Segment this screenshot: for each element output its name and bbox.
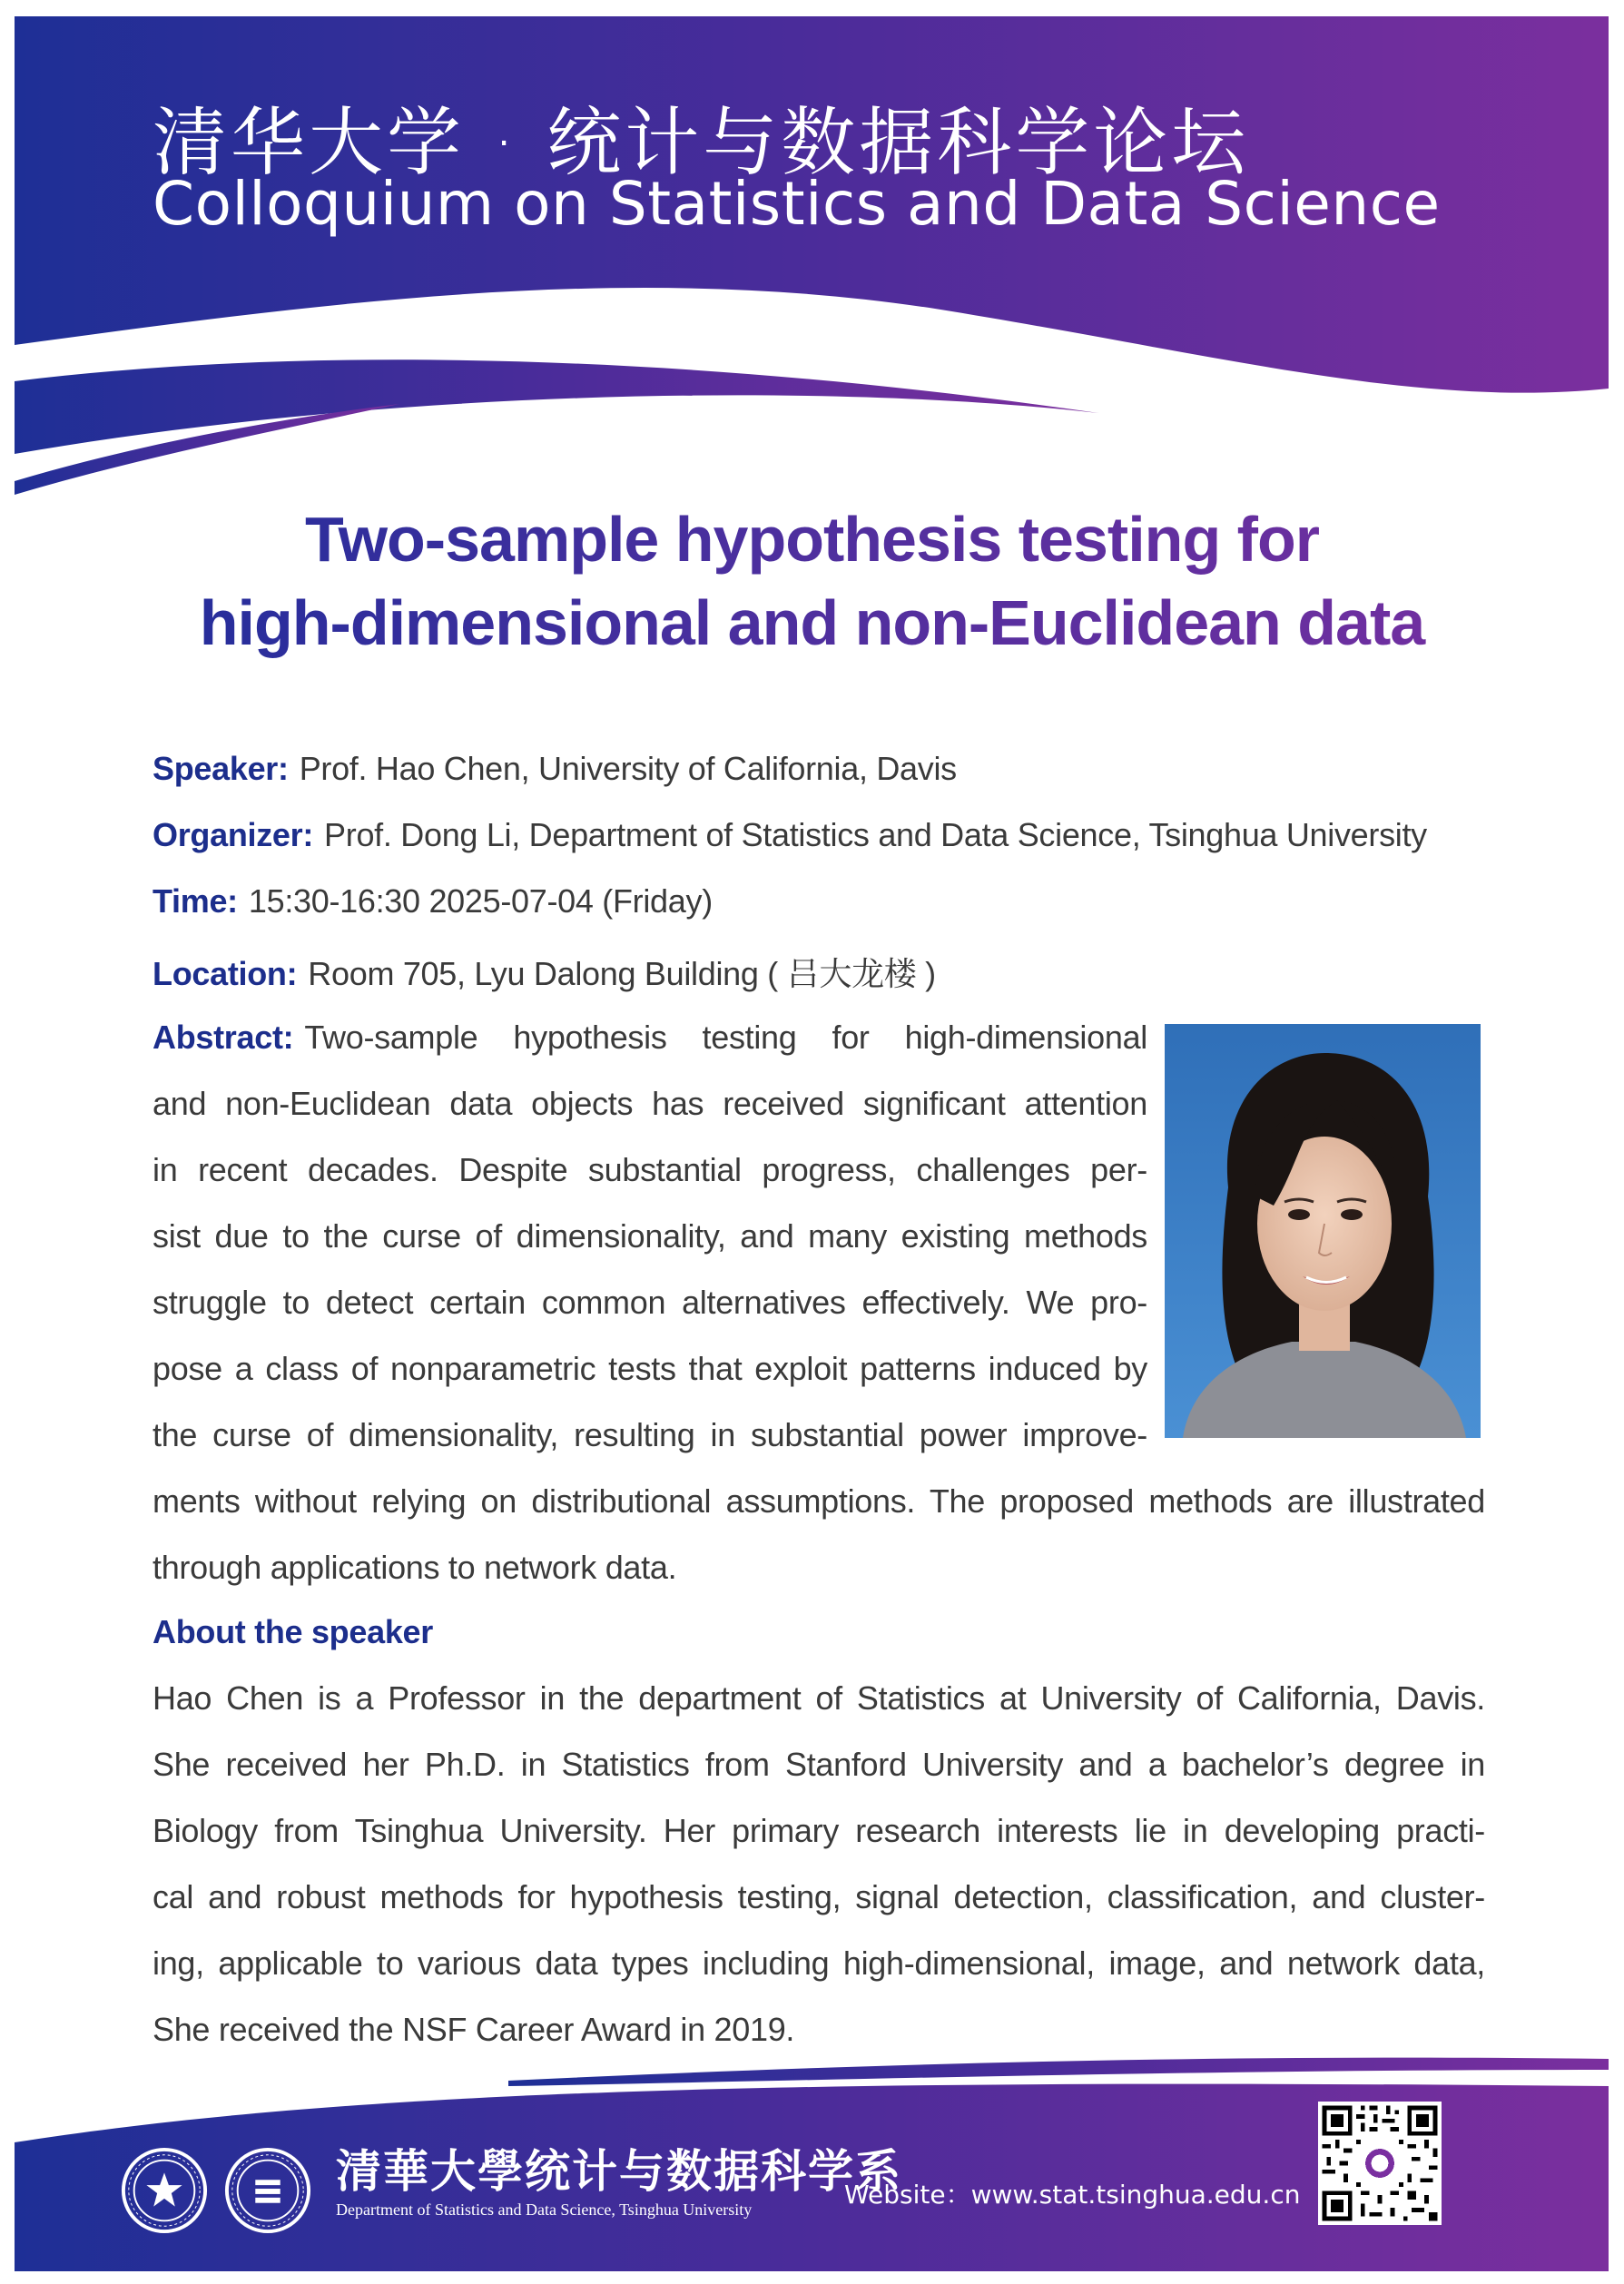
about-line: She received her Ph.D. in Statistics from Stanford University and a bachelor’s degree in [153,1746,1485,1783]
time-row [153,882,713,920]
abstract-line: the curse of dimensionality, resulting in substantial power improve- [153,1416,1147,1453]
talk-title-line-2: high-dimensional and non-Euclidean data [0,581,1624,665]
speaker-label: Speaker: [153,750,289,787]
about-line: Biology from Tsinghua University. Her primary research interests lie in developing practi- [153,1812,1485,1849]
speaker-value: Prof. Hao Chen, University of California, Davis [299,750,957,787]
department-name-chinese: 清華大學统计与数据科学系 [336,2144,902,2198]
qr-code-icon[interactable] [1318,2102,1442,2225]
speaker-photo [1165,1024,1481,1438]
colloquium-title-english: Colloquium on Statistics and Data Science [153,169,1441,239]
location-row [153,949,936,995]
about-line: cal and robust methods for hypothesis testing, signal detection, classification, and cluster- [153,1878,1485,1915]
about-speaker-text [153,1676,1485,2073]
time-label: Time: [153,882,238,920]
time-value: 15:30-16:30 2025-07-04 (Friday) [248,882,713,920]
header-banner [0,0,1624,508]
abstract-line: struggle to detect certain common alternatives effectively. We pro- [153,1284,1147,1321]
colloquium-title-chinese: 清华大学 · 统计与数据科学论坛 [153,100,1250,186]
speaker-row [153,750,957,788]
abstract-line: in recent decades. Despite substantial progress, challenges per- [153,1151,1147,1188]
abstract-label: Abstract: [153,1019,294,1056]
organizer-label: Organizer: [153,816,314,853]
website-link[interactable]: www.stat.tsinghua.edu.cn [970,2180,1301,2210]
department-seal-icon [223,2146,312,2235]
about-line: ing, applicable to various data types including high-dimensional, image, and network data, [153,1944,1485,1982]
about-line: She received the NSF Career Award in 2019. [153,2011,795,2048]
abstract-line [153,1015,1147,1081]
location-value: Room 705, Lyu Dalong Building ( 吕大龙楼 ) [308,955,936,992]
organizer-row [153,816,1427,854]
abstract-line: and non-Euclidean data objects has received significant attention [153,1085,1147,1122]
website-label: Website： [844,2180,971,2210]
abstract-line: through applications to network data. [153,1549,677,1586]
website [844,2175,1300,2211]
location-label: Location: [153,955,298,992]
abstract-line: ments without relying on distributional assumptions. The proposed methods are illustrated [153,1482,1485,1520]
organizer-value: Prof. Dong Li, Department of Statistics and Data Science, Tsinghua University [324,816,1427,853]
tsinghua-university-seal-icon [120,2146,209,2235]
about-speaker-heading: About the speaker [153,1613,433,1650]
talk-title-line-1: Two-sample hypothesis testing for [0,497,1624,581]
abstract-line: sist due to the curse of dimensionality, and many existing methods [153,1217,1147,1255]
about-line: Hao Chen is a Professor in the department of Statistics at University of California, Davis. [153,1679,1485,1717]
talk-title [0,497,1624,665]
abstract-line: pose a class of nonparametric tests that exploit patterns induced by [153,1350,1147,1387]
abstract-text: Two-sample hypothesis testing for high-dimensional [304,1019,1147,1056]
department-name-english: Department of Statistics and Data Science, Tsinghua University [336,2200,753,2219]
